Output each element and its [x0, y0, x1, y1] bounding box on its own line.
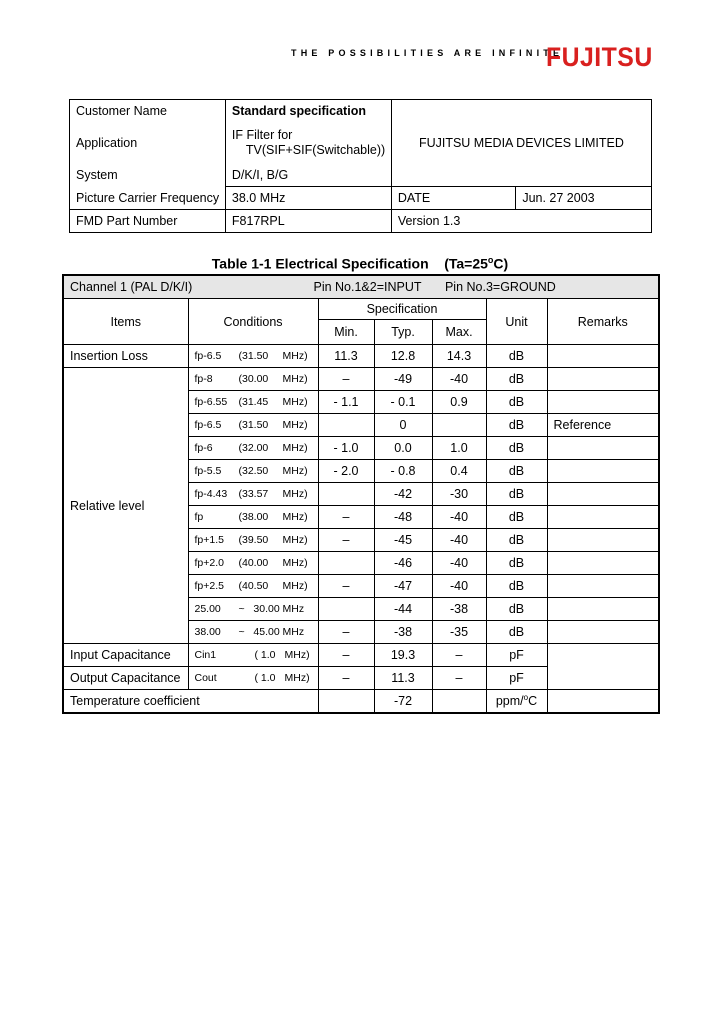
channel-row: [63, 275, 659, 299]
condition-value: (39.50: [238, 534, 269, 546]
pcf-label: Picture Carrier Frequency: [70, 187, 226, 210]
relative-max: -35: [432, 621, 486, 644]
relative-typ: -42: [374, 483, 432, 506]
relative-condition: [188, 414, 318, 437]
relative-typ: - 0.8: [374, 460, 432, 483]
insertion-loss-typ: 12.8: [374, 345, 432, 368]
relative-level-label: Relative level: [63, 368, 188, 644]
condition-freq: fp-5.5: [194, 465, 222, 477]
condition-value: (31.50: [238, 419, 269, 431]
relative-max: -40: [432, 575, 486, 598]
temp-unit-sup: o: [523, 693, 529, 703]
relative-unit: dB: [486, 437, 547, 460]
relative-typ: - 0.1: [374, 391, 432, 414]
condition-unit: MHz): [282, 580, 308, 592]
condition-unit: MHz): [282, 534, 308, 546]
degree-sup: o: [487, 255, 494, 265]
relative-min: –: [318, 575, 374, 598]
relative-typ: -47: [374, 575, 432, 598]
insertion-loss-min: 11.3: [318, 345, 374, 368]
relative-min: [318, 552, 374, 575]
relative-min: - 1.0: [318, 437, 374, 460]
relative-unit: dB: [486, 391, 547, 414]
relative-max: -40: [432, 552, 486, 575]
version-text: Version 1.3: [391, 210, 651, 233]
condition-unit: MHz: [282, 626, 305, 638]
condition-freq: fp-6.5: [194, 419, 222, 431]
output-cap-min: –: [318, 667, 374, 690]
relative-min: –: [318, 529, 374, 552]
condition-unit: MHz): [282, 419, 308, 431]
condition-value: (38.00: [238, 511, 269, 523]
relative-typ: -45: [374, 529, 432, 552]
relative-condition: [188, 598, 318, 621]
table-row: [63, 690, 659, 714]
relative-remarks: [547, 437, 659, 460]
relative-min: –: [318, 506, 374, 529]
condition-freq: Cout: [194, 672, 217, 684]
relative-remarks: [547, 552, 659, 575]
relative-level-rows: [63, 368, 659, 644]
col-typ: Typ.: [374, 320, 432, 345]
condition-value: ~ 45.00: [238, 626, 280, 638]
relative-condition: [188, 437, 318, 460]
temp-unit-end: C: [528, 694, 538, 709]
relative-remarks: Reference: [547, 414, 659, 437]
relative-condition: [188, 552, 318, 575]
application-line-2: TV(SIF+SIF(Switchable)): [245, 143, 386, 157]
condition-freq: fp-6.55: [194, 396, 228, 408]
condition-value: ~ 30.00: [238, 603, 280, 615]
output-cap-unit: pF: [486, 667, 547, 690]
table-condition-end: C): [493, 255, 509, 272]
output-cap-typ: 11.3: [374, 667, 432, 690]
condition-value: (31.45: [238, 396, 269, 408]
application-line-1: IF Filter for: [231, 128, 293, 142]
condition-value: (32.00: [238, 442, 269, 454]
relative-typ: 0: [374, 414, 432, 437]
relative-min: - 2.0: [318, 460, 374, 483]
relative-unit: dB: [486, 575, 547, 598]
channel-label: Channel 1 (PAL D/K/I): [70, 280, 193, 294]
input-cap-min: –: [318, 644, 374, 667]
condition-unit: MHz: [282, 603, 305, 615]
application-label: Application: [70, 122, 226, 164]
relative-unit: dB: [486, 598, 547, 621]
condition-freq: fp+2.0: [194, 557, 224, 569]
condition-value: (32.50: [238, 465, 269, 477]
relative-remarks: [547, 483, 659, 506]
insertion-loss-remarks: [547, 345, 659, 368]
relative-min: –: [318, 368, 374, 391]
relative-max: 0.4: [432, 460, 486, 483]
pin-ground: Pin No.3=GROUND: [444, 280, 556, 294]
relative-condition: [188, 575, 318, 598]
temp-coef-typ: -72: [374, 690, 432, 714]
col-conditions: Conditions: [188, 299, 318, 345]
relative-min: [318, 483, 374, 506]
temp-coef-label: Temperature coefficient: [63, 690, 318, 714]
relative-unit: dB: [486, 368, 547, 391]
pcf-value: 38.0 MHz: [225, 187, 391, 210]
col-items: Items: [63, 299, 188, 345]
relative-remarks: [547, 391, 659, 414]
relative-min: - 1.1: [318, 391, 374, 414]
part-number-label: FMD Part Number: [70, 210, 226, 233]
relative-unit: dB: [486, 483, 547, 506]
relative-unit: dB: [486, 621, 547, 644]
col-min: Min.: [318, 320, 374, 345]
relative-typ: -49: [374, 368, 432, 391]
table-row: [63, 644, 659, 667]
input-cap-typ: 19.3: [374, 644, 432, 667]
input-cap-label: Input Capacitance: [63, 644, 188, 667]
relative-min: [318, 414, 374, 437]
relative-max: -30: [432, 483, 486, 506]
relative-typ: -46: [374, 552, 432, 575]
relative-max: -38: [432, 598, 486, 621]
relative-condition: [188, 391, 318, 414]
relative-typ: -38: [374, 621, 432, 644]
condition-freq: fp+2.5: [194, 580, 224, 592]
relative-max: -40: [432, 506, 486, 529]
input-cap-max: –: [432, 644, 486, 667]
date-label: DATE: [391, 187, 516, 210]
company-name: FUJITSU MEDIA DEVICES LIMITED: [391, 100, 651, 187]
condition-value: (40.50: [238, 580, 269, 592]
condition-freq: fp-6: [194, 442, 213, 454]
table-condition: (Ta=25: [444, 255, 488, 272]
col-specification: Specification: [318, 299, 486, 320]
temp-coef-min: [318, 690, 374, 714]
input-cap-unit: pF: [486, 644, 547, 667]
condition-value: ( 1.0: [254, 649, 276, 661]
relative-condition: [188, 506, 318, 529]
relative-condition: [188, 483, 318, 506]
condition-freq: Cin1: [194, 649, 217, 661]
table-title-text: Table 1-1 Electrical Specification: [211, 255, 429, 272]
part-number-value: F817RPL: [225, 210, 391, 233]
relative-remarks: [547, 506, 659, 529]
brand-tagline: THE POSSIBILITIES ARE INFINITE: [291, 48, 564, 58]
output-cap-max: –: [432, 667, 486, 690]
table-title: [0, 255, 720, 272]
col-remarks: Remarks: [547, 299, 659, 345]
insertion-loss-condition: [188, 345, 318, 368]
customer-name-value: Standard specification: [225, 100, 391, 123]
insertion-loss-label: Insertion Loss: [63, 345, 188, 368]
condition-freq: fp-6.5: [194, 350, 222, 362]
relative-remarks: [547, 529, 659, 552]
header-table: [69, 99, 652, 233]
relative-max: [432, 414, 486, 437]
table-row: [63, 368, 659, 391]
condition-value: (40.00: [238, 557, 269, 569]
condition-freq: 38.00: [194, 626, 221, 638]
temp-coef-remarks: [547, 690, 659, 714]
condition-unit: MHz): [284, 649, 310, 661]
relative-condition: [188, 621, 318, 644]
relative-max: -40: [432, 529, 486, 552]
pin-input: Pin No.1&2=INPUT: [313, 280, 422, 294]
system-value: D/K/I, B/G: [225, 164, 391, 187]
relative-min: –: [318, 621, 374, 644]
date-value: Jun. 27 2003: [516, 187, 652, 210]
relative-remarks: [547, 598, 659, 621]
insertion-loss-max: 14.3: [432, 345, 486, 368]
temp-coef-max: [432, 690, 486, 714]
relative-remarks: [547, 621, 659, 644]
condition-value: (30.00: [238, 373, 269, 385]
condition-unit: MHz): [282, 396, 308, 408]
application-value: [225, 122, 391, 164]
condition-unit: MHz): [282, 442, 308, 454]
condition-freq: fp-4.43: [194, 488, 228, 500]
relative-typ: -48: [374, 506, 432, 529]
condition-unit: MHz): [284, 672, 310, 684]
cap-remarks: [547, 644, 659, 690]
relative-unit: dB: [486, 529, 547, 552]
temp-unit-text: ppm/: [495, 694, 524, 709]
condition-unit: MHz): [282, 465, 308, 477]
relative-remarks: [547, 460, 659, 483]
input-cap-condition: [188, 644, 318, 667]
relative-max: 0.9: [432, 391, 486, 414]
relative-condition: [188, 368, 318, 391]
condition-freq: fp-8: [194, 373, 213, 385]
table-row: [63, 345, 659, 368]
relative-condition: [188, 460, 318, 483]
customer-name-label: Customer Name: [70, 100, 226, 123]
relative-typ: 0.0: [374, 437, 432, 460]
condition-freq: fp: [194, 511, 204, 523]
relative-condition: [188, 529, 318, 552]
relative-unit: dB: [486, 414, 547, 437]
system-label: System: [70, 164, 226, 187]
relative-remarks: [547, 575, 659, 598]
relative-remarks: [547, 368, 659, 391]
output-cap-label: Output Capacitance: [63, 667, 188, 690]
condition-value: (31.50: [238, 350, 269, 362]
temp-coef-unit: [486, 690, 547, 714]
condition-unit: MHz): [282, 488, 308, 500]
condition-value: (33.57: [238, 488, 269, 500]
condition-value: ( 1.0: [254, 672, 276, 684]
insertion-loss-unit: dB: [486, 345, 547, 368]
output-cap-condition: [188, 667, 318, 690]
col-max: Max.: [432, 320, 486, 345]
relative-unit: dB: [486, 460, 547, 483]
fujitsu-logo: FUJITSU: [546, 42, 653, 72]
electrical-spec-table: [62, 274, 660, 714]
condition-unit: MHz): [282, 557, 308, 569]
relative-unit: dB: [486, 506, 547, 529]
relative-min: [318, 598, 374, 621]
condition-freq: 25.00: [194, 603, 221, 615]
condition-freq: fp+1.5: [194, 534, 224, 546]
condition-unit: MHz): [282, 511, 308, 523]
relative-unit: dB: [486, 552, 547, 575]
relative-max: -40: [432, 368, 486, 391]
condition-unit: MHz): [282, 373, 308, 385]
relative-max: 1.0: [432, 437, 486, 460]
col-unit: Unit: [486, 299, 547, 345]
condition-unit: MHz): [282, 350, 308, 362]
relative-typ: -44: [374, 598, 432, 621]
